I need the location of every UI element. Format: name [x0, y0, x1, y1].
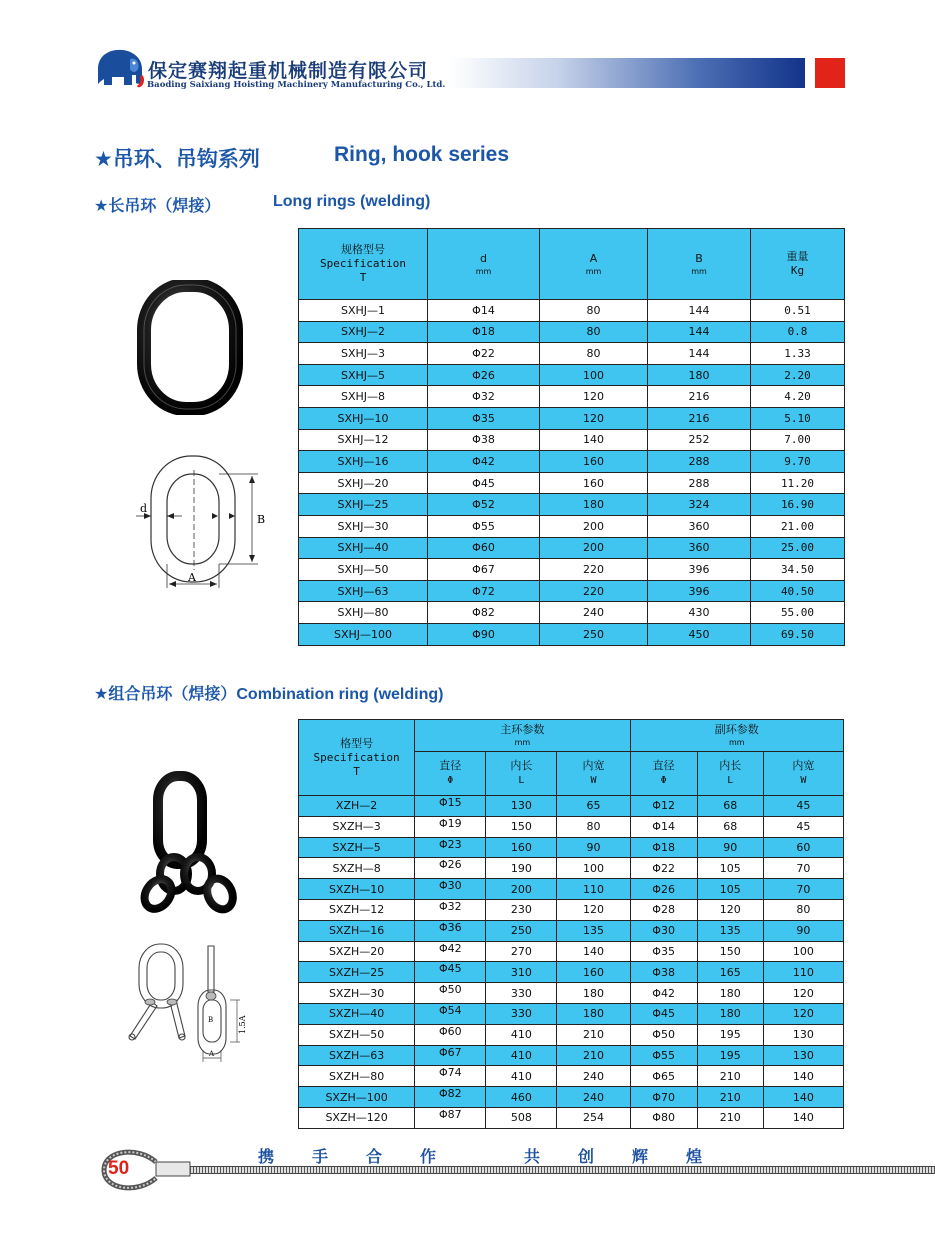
table-row	[299, 321, 845, 343]
table-cell: Φ18	[630, 837, 697, 858]
table-cell: SXHJ—1	[299, 300, 428, 322]
elephant-logo-icon	[90, 45, 146, 91]
table-cell: SXHJ—50	[299, 559, 428, 581]
table-cell: 360	[648, 515, 751, 537]
table-cell: Φ45	[428, 472, 540, 494]
table-cell: 144	[648, 300, 751, 322]
table-cell: Φ15	[415, 796, 486, 817]
footer-slogan	[258, 1144, 716, 1167]
col-header-sub: 内长 L	[697, 752, 763, 796]
table-cell: 5.10	[751, 407, 845, 429]
table-cell: 254	[557, 1107, 630, 1128]
table-cell: 7.00	[751, 429, 845, 451]
table-row	[299, 1107, 844, 1128]
table-cell: SXZH—5	[299, 837, 415, 858]
table-row	[299, 407, 845, 429]
diagram-label-1.5a: 1.5A	[238, 1015, 247, 1034]
table-cell: 396	[648, 559, 751, 581]
table-cell: Φ45	[630, 1003, 697, 1024]
table-cell: 90	[697, 837, 763, 858]
table-cell: 140	[763, 1087, 843, 1108]
table-cell: 135	[697, 920, 763, 941]
table-row	[299, 983, 844, 1004]
table-cell: 80	[763, 899, 843, 920]
table-cell: 144	[648, 343, 751, 365]
table-row	[299, 816, 844, 837]
table-cell: SXHJ—25	[299, 494, 428, 516]
table-cell: 45	[763, 816, 843, 837]
table-cell: 180	[557, 1003, 630, 1024]
table-cell: 180	[648, 364, 751, 386]
col-header-spec: 规格型号 Specification T	[299, 229, 428, 300]
table-cell: Φ67	[428, 559, 540, 581]
table-cell: 310	[486, 962, 557, 983]
table-cell: Φ14	[630, 816, 697, 837]
table-cell: Φ26	[415, 858, 486, 879]
table-cell: 25.00	[751, 537, 845, 559]
table-row	[299, 899, 844, 920]
table-row	[299, 451, 845, 473]
table-row	[299, 1045, 844, 1066]
table-cell: Φ32	[415, 899, 486, 920]
table-cell: Φ74	[415, 1066, 486, 1087]
table-cell: 220	[540, 580, 648, 602]
table-cell: 68	[697, 816, 763, 837]
table-cell: 135	[557, 920, 630, 941]
table-cell: Φ50	[415, 983, 486, 1004]
slogan-char: 创	[578, 1147, 595, 1166]
table-row	[299, 796, 844, 817]
table-cell: 150	[486, 816, 557, 837]
table-row	[299, 515, 845, 537]
table-cell: Φ36	[415, 920, 486, 941]
table-cell: 80	[540, 300, 648, 322]
company-name-en: Baoding Saixiang Hoisting Machinery Manufacturing Co., Ltd.	[147, 80, 446, 90]
table-cell: 160	[540, 472, 648, 494]
table-cell: Φ42	[630, 983, 697, 1004]
table-row	[299, 386, 845, 408]
table-cell: 180	[540, 494, 648, 516]
table-cell: 252	[648, 429, 751, 451]
table-cell: SXZH—10	[299, 879, 415, 900]
table-cell: SXHJ—10	[299, 407, 428, 429]
table-cell: 410	[486, 1066, 557, 1087]
table-cell: 120	[540, 407, 648, 429]
table-cell: 450	[648, 623, 751, 645]
table-cell: Φ32	[428, 386, 540, 408]
table-row	[299, 941, 844, 962]
table-cell: 90	[557, 837, 630, 858]
slogan-char: 共	[524, 1147, 541, 1166]
table-cell: SXHJ—30	[299, 515, 428, 537]
table-cell: Φ54	[415, 1003, 486, 1024]
table-cell: SXZH—20	[299, 941, 415, 962]
table-cell: 40.50	[751, 580, 845, 602]
table-cell: Φ28	[630, 899, 697, 920]
company-name-cn: 保定赛翔起重机械制造有限公司	[148, 60, 429, 82]
table-cell: 100	[763, 941, 843, 962]
table-cell: SXZH—3	[299, 816, 415, 837]
table-cell: 21.00	[751, 515, 845, 537]
table-cell: 144	[648, 321, 751, 343]
combination-ring-table	[298, 719, 844, 1129]
table-cell: SXHJ—80	[299, 602, 428, 624]
table-row	[299, 962, 844, 983]
table-cell: Φ12	[630, 796, 697, 817]
table-cell: 140	[763, 1107, 843, 1128]
table-cell: 330	[486, 983, 557, 1004]
table-cell: Φ50	[630, 1024, 697, 1045]
combination-ring-title	[94, 681, 443, 704]
table-cell: 70	[763, 879, 843, 900]
table-cell: Φ65	[630, 1066, 697, 1087]
table-cell: Φ38	[630, 962, 697, 983]
table-cell: 80	[540, 343, 648, 365]
table-cell: 210	[697, 1087, 763, 1108]
table-row	[299, 1024, 844, 1045]
table-cell: 105	[697, 858, 763, 879]
table-cell: 1.33	[751, 343, 845, 365]
col-header-a: A mm	[540, 229, 648, 300]
table-cell: SXZH—16	[299, 920, 415, 941]
table-cell: 508	[486, 1107, 557, 1128]
col-header-sub: 直径 Φ	[630, 752, 697, 796]
table-row	[299, 1087, 844, 1108]
table-cell: 220	[540, 559, 648, 581]
table-cell: 69.50	[751, 623, 845, 645]
table-cell: Φ82	[428, 602, 540, 624]
slogan-char: 作	[420, 1147, 437, 1166]
table-cell: 80	[557, 816, 630, 837]
table-cell: 240	[540, 602, 648, 624]
table-row	[299, 300, 845, 322]
table-cell: 216	[648, 386, 751, 408]
table-cell: SXZH—8	[299, 858, 415, 879]
col-header-weight: 重量 Kg	[751, 229, 845, 300]
table-cell: 180	[557, 983, 630, 1004]
table-cell: 140	[763, 1066, 843, 1087]
table-cell: 4.20	[751, 386, 845, 408]
col-header-sub: 内长 L	[486, 752, 557, 796]
table-cell: 120	[557, 899, 630, 920]
table-cell: Φ67	[415, 1045, 486, 1066]
table-row	[299, 837, 844, 858]
col-header-spec2: 格型号 Specification T	[299, 720, 415, 796]
table-cell: 120	[763, 1003, 843, 1024]
table-cell: 430	[648, 602, 751, 624]
table-cell: 160	[540, 451, 648, 473]
table-cell: Φ60	[428, 537, 540, 559]
table-cell: 100	[540, 364, 648, 386]
table-cell: Φ70	[630, 1087, 697, 1108]
slogan-char: 手	[312, 1147, 329, 1166]
table-cell: 0.51	[751, 300, 845, 322]
table-cell: Φ18	[428, 321, 540, 343]
table-cell: Φ14	[428, 300, 540, 322]
table-cell: 2.20	[751, 364, 845, 386]
section-title-en: Ring, hook series	[334, 143, 510, 166]
table-cell: SXHJ—20	[299, 472, 428, 494]
table-cell: 288	[648, 472, 751, 494]
table-cell: 150	[697, 941, 763, 962]
table-cell: 0.8	[751, 321, 845, 343]
diagram-label-a2: A	[209, 1050, 215, 1058]
table-cell: 190	[486, 858, 557, 879]
diagram-label-b: B	[257, 513, 266, 526]
long-ring-photo	[136, 280, 246, 415]
table-row	[299, 879, 844, 900]
col-header-sub: 内宽 W	[763, 752, 843, 796]
col-header-main-ring: 主环参数 mm	[415, 720, 630, 752]
table-cell: Φ42	[428, 451, 540, 473]
table-cell: SXHJ—63	[299, 580, 428, 602]
header-red-square	[815, 58, 845, 88]
table-cell: 210	[697, 1066, 763, 1087]
table-cell: 240	[557, 1087, 630, 1108]
table-cell: 34.50	[751, 559, 845, 581]
table-cell: SXZH—120	[299, 1107, 415, 1128]
table-cell: 250	[486, 920, 557, 941]
slogan-char: 合	[366, 1147, 383, 1166]
table-cell: SXHJ—12	[299, 429, 428, 451]
table-cell: 230	[486, 899, 557, 920]
col-header-d: d mm	[428, 229, 540, 300]
table-cell: 195	[697, 1045, 763, 1066]
table-cell: Φ23	[415, 837, 486, 858]
table-cell: Φ60	[415, 1024, 486, 1045]
slogan-char: 辉	[632, 1147, 649, 1166]
table-cell: SXZH—100	[299, 1087, 415, 1108]
table-cell: Φ30	[415, 879, 486, 900]
table-cell: 130	[763, 1045, 843, 1066]
combination-ring-title-en: Combination ring (welding)	[236, 686, 444, 703]
long-rings-title-cn: ★长吊环（焊接）	[94, 196, 221, 215]
long-rings-table	[298, 228, 845, 646]
table-cell: Φ42	[415, 941, 486, 962]
table-cell: 210	[557, 1045, 630, 1066]
table-cell: 9.70	[751, 451, 845, 473]
table-cell: 130	[763, 1024, 843, 1045]
table-cell: Φ87	[415, 1107, 486, 1128]
long-rings-title-en: Long rings (welding)	[273, 193, 431, 210]
table-cell: 360	[648, 537, 751, 559]
combination-ring-photo	[140, 770, 240, 918]
table-cell: 250	[540, 623, 648, 645]
table-cell: 216	[648, 407, 751, 429]
table-cell: Φ55	[630, 1045, 697, 1066]
table-row	[299, 920, 844, 941]
table-cell: 165	[697, 962, 763, 983]
table-row	[299, 1003, 844, 1024]
table-cell: 80	[540, 321, 648, 343]
table-cell: Φ52	[428, 494, 540, 516]
table-cell: 55.00	[751, 602, 845, 624]
table-cell: SXZH—25	[299, 962, 415, 983]
table-cell: XZH—2	[299, 796, 415, 817]
section-title-cn: ★吊环、吊钩系列	[94, 147, 260, 171]
table-cell: 288	[648, 451, 751, 473]
table-cell: Φ26	[428, 364, 540, 386]
table-cell: Φ82	[415, 1087, 486, 1108]
table-row	[299, 429, 845, 451]
table-cell: 110	[763, 962, 843, 983]
table-cell: 410	[486, 1024, 557, 1045]
table-cell: 330	[486, 1003, 557, 1024]
table-cell: SXHJ—16	[299, 451, 428, 473]
table-cell: Φ90	[428, 623, 540, 645]
table-cell: Φ22	[630, 858, 697, 879]
table-cell: 45	[763, 796, 843, 817]
header-gradient-bar	[450, 58, 805, 88]
table-row	[299, 494, 845, 516]
diagram-label-b2: B	[208, 1016, 214, 1024]
table-cell: Φ30	[630, 920, 697, 941]
table-cell: SXZH—40	[299, 1003, 415, 1024]
table-cell: 140	[540, 429, 648, 451]
table-cell: Φ22	[428, 343, 540, 365]
combination-ring-diagram	[122, 940, 272, 1065]
table-cell: 140	[557, 941, 630, 962]
table-cell: SXHJ—100	[299, 623, 428, 645]
table-cell: 210	[697, 1107, 763, 1128]
col-header-sub: 内宽 W	[557, 752, 630, 796]
table-cell: 324	[648, 494, 751, 516]
table-cell: 460	[486, 1087, 557, 1108]
combination-ring-title-cn: ★组合吊环（焊接）	[94, 684, 237, 703]
table-cell: 160	[557, 962, 630, 983]
table-cell: 16.90	[751, 494, 845, 516]
table-row	[299, 343, 845, 365]
table-cell: 120	[763, 983, 843, 1004]
table-cell: 396	[648, 580, 751, 602]
table-cell: 70	[763, 858, 843, 879]
table-row	[299, 537, 845, 559]
table-cell: SXHJ—8	[299, 386, 428, 408]
wire-rope-line	[190, 1166, 935, 1174]
table-cell: SXZH—80	[299, 1066, 415, 1087]
table-cell: SXZH—30	[299, 983, 415, 1004]
table-row	[299, 858, 844, 879]
table-cell: SXHJ—3	[299, 343, 428, 365]
table-cell: 120	[697, 899, 763, 920]
table-cell: 130	[486, 796, 557, 817]
table-cell: Φ38	[428, 429, 540, 451]
table-cell: 270	[486, 941, 557, 962]
table-cell: Φ35	[630, 941, 697, 962]
table-cell: Φ80	[630, 1107, 697, 1128]
table-cell: SXHJ—5	[299, 364, 428, 386]
table-cell: Φ35	[428, 407, 540, 429]
table-cell: 11.20	[751, 472, 845, 494]
table-cell: 105	[697, 879, 763, 900]
table-cell: 90	[763, 920, 843, 941]
table-row	[299, 1066, 844, 1087]
table-cell: SXZH—12	[299, 899, 415, 920]
slogan-char: 携	[258, 1147, 275, 1166]
table-cell: SXZH—63	[299, 1045, 415, 1066]
table-cell: 65	[557, 796, 630, 817]
table-cell: 210	[557, 1024, 630, 1045]
table-cell: Φ55	[428, 515, 540, 537]
table-cell: 120	[540, 386, 648, 408]
table-row	[299, 472, 845, 494]
table-cell: Φ26	[630, 879, 697, 900]
table-cell: Φ72	[428, 580, 540, 602]
table-cell: 100	[557, 858, 630, 879]
table-cell: 60	[763, 837, 843, 858]
col-header-b: B mm	[648, 229, 751, 300]
page-number: 50	[108, 1158, 130, 1179]
table-cell: 200	[486, 879, 557, 900]
table-cell: 68	[697, 796, 763, 817]
table-cell: Φ19	[415, 816, 486, 837]
table-row	[299, 580, 845, 602]
table-cell: 410	[486, 1045, 557, 1066]
table-row	[299, 602, 845, 624]
col-header-sub: 直径 Φ	[415, 752, 486, 796]
table-cell: 240	[557, 1066, 630, 1087]
col-header-sub-ring: 副环参数 mm	[630, 720, 843, 752]
table-cell: 180	[697, 983, 763, 1004]
table-cell: 200	[540, 515, 648, 537]
table-row	[299, 623, 845, 645]
table-cell: 195	[697, 1024, 763, 1045]
table-cell: 200	[540, 537, 648, 559]
table-row	[299, 364, 845, 386]
long-ring-diagram	[134, 450, 274, 592]
table-cell: SXZH—50	[299, 1024, 415, 1045]
diagram-label-a: A	[188, 571, 196, 584]
table-cell: SXHJ—40	[299, 537, 428, 559]
slogan-char: 煌	[686, 1147, 703, 1166]
diagram-label-d: d	[140, 502, 148, 515]
table-row	[299, 559, 845, 581]
table-cell: Φ45	[415, 962, 486, 983]
table-cell: 160	[486, 837, 557, 858]
table-cell: 110	[557, 879, 630, 900]
table-cell: 180	[697, 1003, 763, 1024]
table-cell: SXHJ—2	[299, 321, 428, 343]
